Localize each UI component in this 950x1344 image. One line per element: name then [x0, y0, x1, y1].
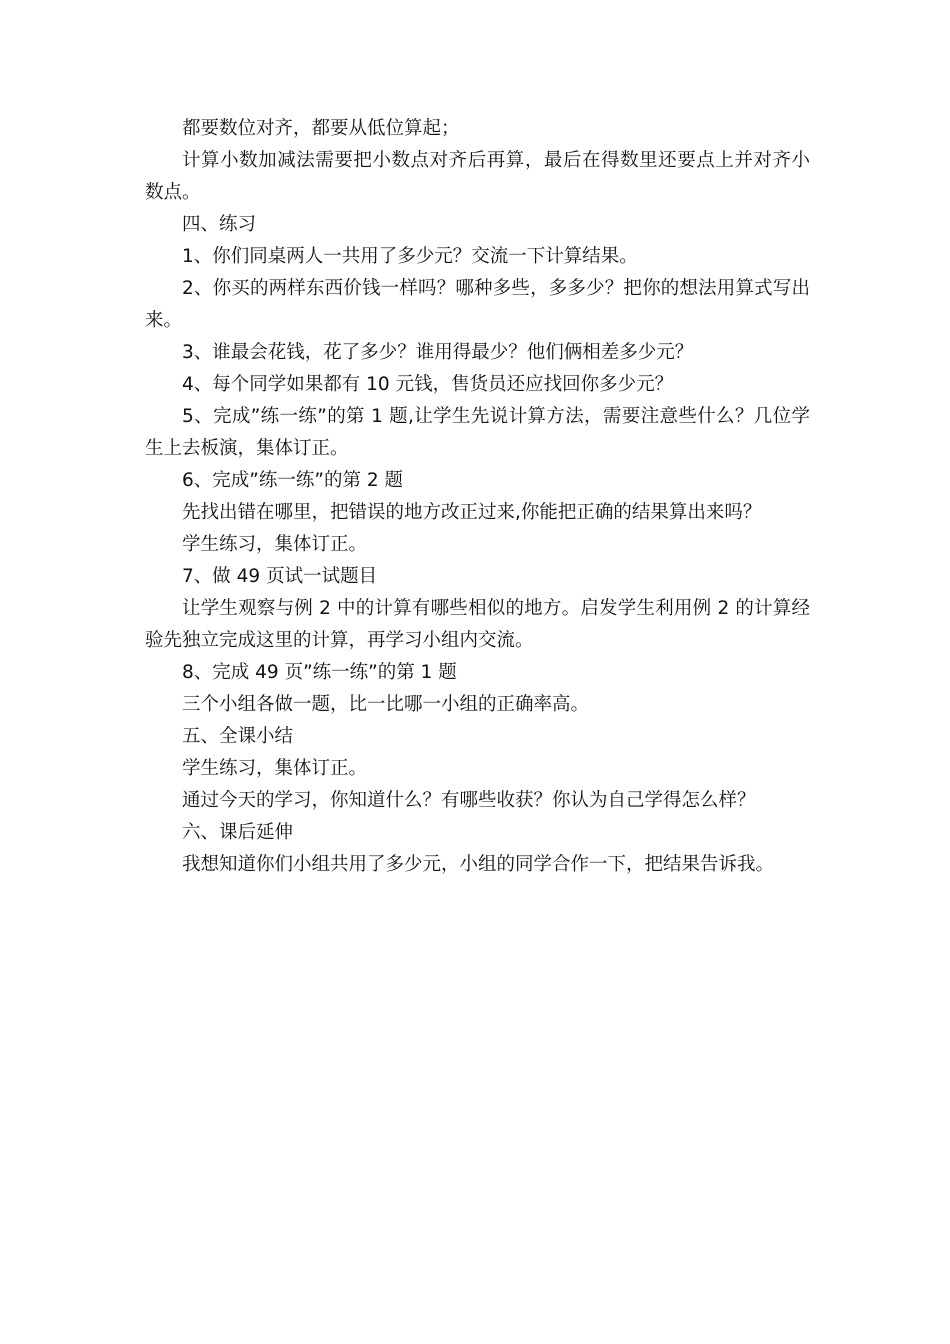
section-heading-summary: 五、全课小结 [182, 726, 294, 747]
exercise-item-7: 7、做 49 页试一试题目 [182, 566, 378, 587]
section-heading-extension: 六、课后延伸 [182, 822, 294, 843]
extension-task: 我想知道你们小组共用了多少元，小组的同学合作一下，把结果告诉我。 [182, 854, 775, 875]
paragraph-decimal-rule: 计算小数加减法需要把小数点对齐后再算，最后在得数里还要点上并对齐小数点。 [145, 150, 810, 203]
exercise-item-5: 5、完成”练一练”的第 1 题,让学生先说计算方法，需要注意些什么？几位学生上去板演，集体订正。 [145, 406, 810, 459]
paragraph-align-digits: 都要数位对齐，都要从低位算起； [182, 118, 460, 139]
exercise-item-8: 8、完成 49 页”练一练”的第 1 题 [182, 662, 457, 683]
exercise-6-instruction: 先找出错在哪里，把错误的地方改正过来,你能把正确的结果算出来吗？ [182, 502, 762, 523]
exercise-item-3: 3、谁最会花钱，花了多少？谁用得最少？他们俩相差多少元？ [182, 342, 694, 363]
summary-questions: 通过今天的学习，你知道什么？有哪些收获？你认为自己学得怎么样？ [182, 790, 756, 811]
exercise-item-4: 4、每个同学如果都有 10 元钱，售货员还应找回你多少元？ [182, 374, 674, 395]
exercise-6-practice: 学生练习，集体订正。 [182, 534, 368, 555]
section-heading-practice: 四、练习 [182, 214, 257, 235]
document-body [145, 113, 810, 881]
exercise-8-instruction: 三个小组各做一题，比一比哪一小组的正确率高。 [182, 694, 590, 715]
exercise-item-6: 6、完成”练一练”的第 2 题 [182, 470, 403, 491]
exercise-item-2: 2、你买的两样东西价钱一样吗？哪种多些，多多少？把你的想法用算式写出来。 [145, 278, 810, 331]
exercise-7-instruction: 让学生观察与例 2 中的计算有哪些相似的地方。启发学生利用例 2 的计算经验先独立完成这里的计算，再学习小组内交流。 [145, 598, 810, 651]
exercise-item-1: 1、你们同桌两人一共用了多少元？交流一下计算结果。 [182, 246, 638, 267]
summary-practice: 学生练习，集体订正。 [182, 758, 368, 779]
